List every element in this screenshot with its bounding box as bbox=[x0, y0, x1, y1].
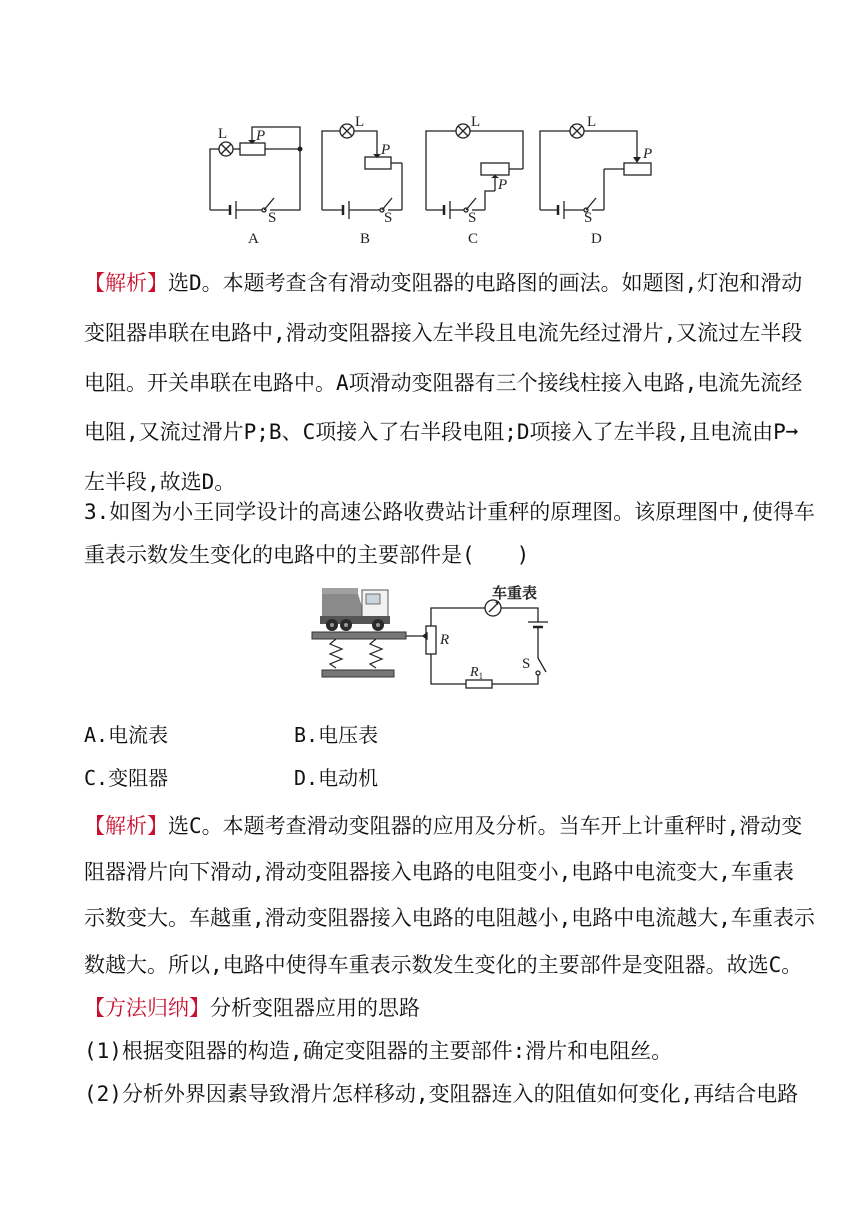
caption-c: C bbox=[468, 231, 479, 247]
scale-base bbox=[322, 670, 394, 677]
circuit-options-figure bbox=[200, 112, 670, 247]
caption-b: B bbox=[360, 231, 371, 247]
circuit-d bbox=[540, 124, 651, 219]
slider-label: P bbox=[643, 146, 653, 162]
slider-label: P bbox=[256, 128, 266, 144]
switch-label: S bbox=[522, 656, 531, 672]
junction-dot bbox=[298, 147, 303, 152]
option-d[interactable]: D.电动机 bbox=[294, 766, 379, 790]
analysis-2-line-1: 【解析】选C。本题考查滑动变阻器的应用及分析。当车开上计重秤时,滑动变 bbox=[84, 814, 803, 838]
option-a[interactable]: A.电流表 bbox=[84, 723, 169, 747]
caption-a: A bbox=[248, 231, 259, 247]
slider-label: P bbox=[381, 142, 391, 158]
resistor-r-label: R bbox=[440, 632, 450, 648]
method-line-2: (2)分析外界因素导致滑片怎样移动,变阻器连入的阻值如何变化,再结合电路 bbox=[84, 1082, 799, 1106]
truck-illustration bbox=[320, 588, 390, 631]
resistor-r1 bbox=[466, 680, 492, 688]
circuit-c bbox=[426, 124, 523, 219]
lamp-label: L bbox=[587, 114, 597, 130]
lamp-label: L bbox=[218, 126, 228, 142]
analysis-tag: 【解析】 bbox=[84, 814, 168, 838]
option-c[interactable]: C.变阻器 bbox=[84, 766, 169, 790]
switch-label: S bbox=[268, 210, 277, 226]
question-3-line-2: 重表示数发生变化的电路中的主要部件是( ) bbox=[84, 543, 530, 567]
analysis-1-line-3: 电阻。开关串联在电路中。A项滑动变阻器有三个接线柱接入电路,电流先流经 bbox=[84, 371, 803, 395]
circuit-b bbox=[322, 124, 402, 219]
analysis-1-line-1: 【解析】选D。本题考查含有滑动变阻器的电路图的画法。如题图,灯泡和滑动 bbox=[84, 271, 803, 295]
analysis-1-line-5: 左半段,故选D。 bbox=[84, 470, 236, 494]
analysis-1-line-2: 变阻器串联在电路中,滑动变阻器接入左半段且电流先经过滑片,又流过左半段 bbox=[84, 321, 803, 345]
analysis-2-line-4: 数越大。所以,电路中使得车重表示数发生变化的主要部件是变阻器。故选C。 bbox=[84, 953, 803, 977]
weighing-scale-figure bbox=[310, 582, 555, 692]
springs bbox=[330, 639, 382, 668]
switch-label: S bbox=[468, 210, 477, 226]
weight-meter-label: 车重表 bbox=[492, 585, 538, 602]
switch-label: S bbox=[584, 210, 593, 226]
question-3-line-1: 3.如图为小王同学设计的高速公路收费站计重秤的原理图。该原理图中,使得车 bbox=[84, 500, 815, 524]
analysis-2-line-3: 示数变大。车越重,滑动变阻器接入电路的电阻越小,电路中电流越大,车重表示 bbox=[84, 906, 815, 930]
scale-platform bbox=[312, 632, 406, 639]
analysis-2-line-2: 阻器滑片向下滑动,滑动变阻器接入电路的电阻变小,电路中电流变大,车重表 bbox=[84, 860, 794, 884]
caption-d: D bbox=[591, 231, 602, 247]
method-title: 分析变阻器应用的思路 bbox=[210, 996, 420, 1020]
method-line-1: (1)根据变阻器的构造,确定变阻器的主要部件:滑片和电阻丝。 bbox=[84, 1039, 673, 1063]
lamp-label: L bbox=[471, 114, 481, 130]
method-tag: 【方法归纳】 bbox=[84, 996, 210, 1020]
analysis-1-line-4: 电阻,又流过滑片P;B、C项接入了右半段电阻;D项接入了左半段,且电流由P➞ bbox=[84, 420, 799, 444]
option-b[interactable]: B.电压表 bbox=[294, 723, 379, 747]
analysis-tag: 【解析】 bbox=[84, 271, 168, 295]
method-heading bbox=[84, 993, 420, 1023]
resistor-r1-label: $R_1$ bbox=[470, 665, 484, 681]
lamp-label: L bbox=[355, 114, 365, 130]
switch-label: S bbox=[384, 210, 393, 226]
slider-label: P bbox=[498, 177, 508, 193]
